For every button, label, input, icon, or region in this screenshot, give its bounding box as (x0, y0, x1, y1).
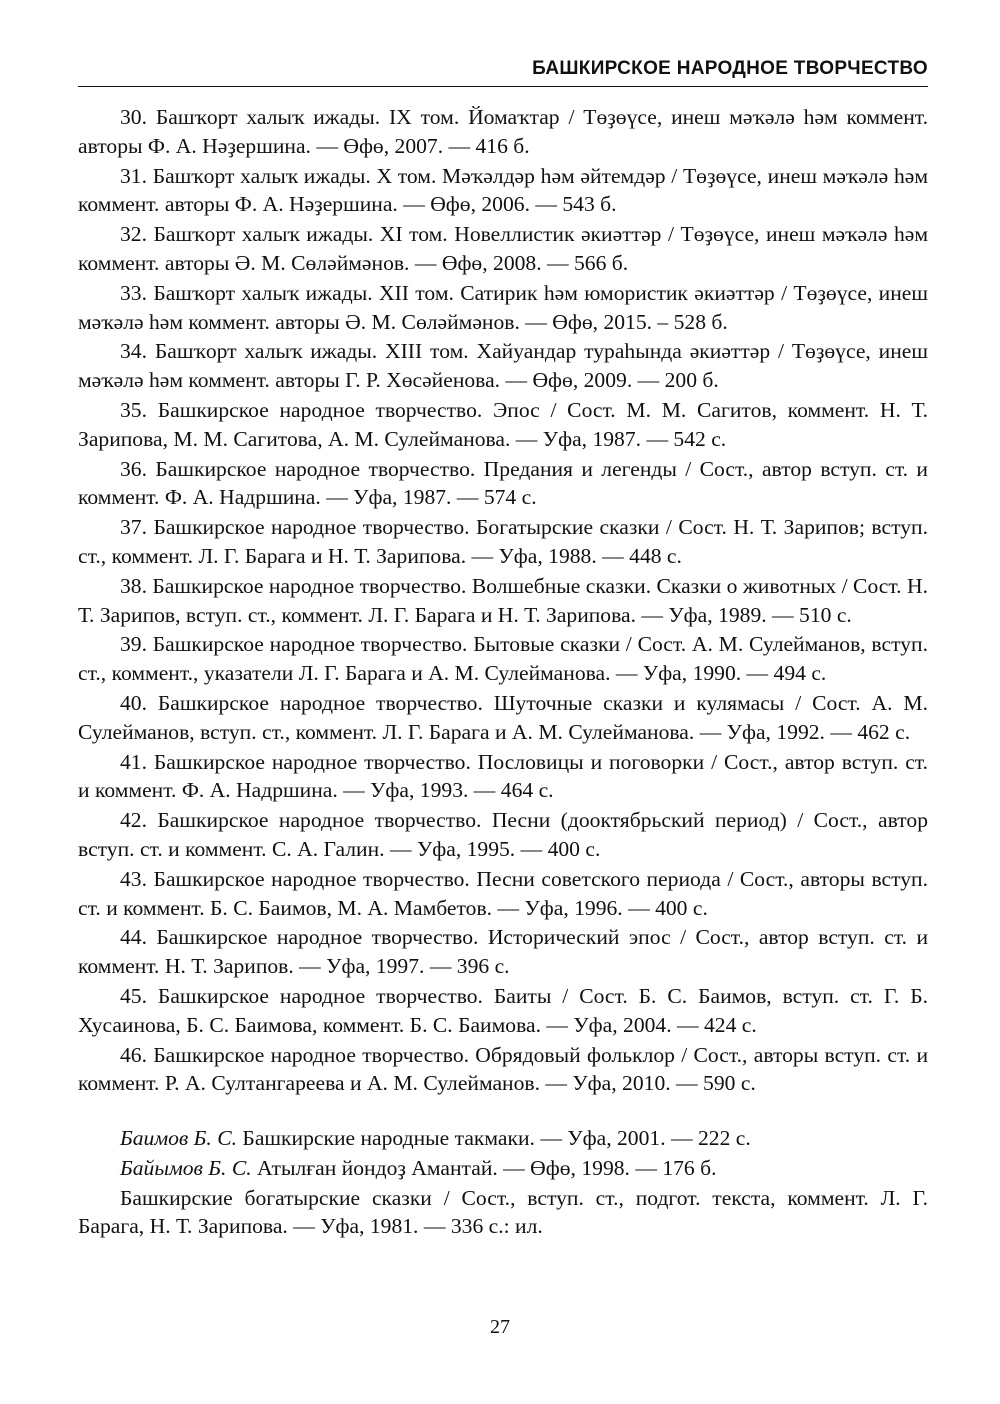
bibliography-entry-38: 38. Башкирское народное творчество. Волшебные сказки. Сказки о животных / Сост. Н. Т. Зарипов, вступ. ст., коммент. Л. Г. Барага и Н. Т. Зарипова. — Уфа, 1989. — 510 с. (78, 573, 928, 627)
author-entry-text: Башкирские народные такмаки. — Уфа, 2001. — 222 с. (237, 1126, 751, 1151)
bibliography-list (78, 103, 928, 1241)
bibliography-entry-42: 42. Башкирское народное творчество. Песни (дооктябрьский период) / Сост., автор вступ. ст. и коммент. С. А. Галин. — Уфа, 1995. — 400 с. (78, 808, 928, 861)
bibliography-entry-46: 46. Башкирское народное творчество. Обрядовый фольклор / Сост., авторы вступ. ст. и коммент. Р. А. Султангареева и А. М. Сулейманов. — Уфа, 2010. — 590 с. (78, 1042, 928, 1096)
bibliography-entry-37: 37. Башкирское народное творчество. Богатырские сказки / Сост. Н. Т. Зарипов; вступ. ст., коммент. Л. Г. Барага и Н. Т. Зарипова. — Уфа, 1988. — 448 с. (78, 515, 928, 568)
bibliography-entry-40: 40. Башкирское народное творчество. Шуточные сказки и кулямасы / Сост. А. М. Сулейманов, вступ. ст., коммент. Л. Г. Барага и А. М. Сулейманова. — Уфа, 1992. — 462 с. (78, 690, 928, 744)
author-name: Байымов Б. С. (120, 1155, 252, 1180)
bibliography-entry-36: 36. Башкирское народное творчество. Предания и легенды / Сост., автор вступ. ст. и коммент. Ф. А. Надршина. — Уфа, 1987. — 574 с. (78, 456, 928, 510)
bibliography-entry-32: 32. Башҡорт халыҡ ижады. XI том. Новеллистик әкиәттәр / Төҙөүсе, инеш мәҡәлә һәм коммент. авторы Ә. М. Сөләймәнов. — Өфө, 2008. — 566 б. (78, 222, 928, 275)
bibliography-entry-44: 44. Башкирское народное творчество. Исторический эпос / Сост., автор вступ. ст. и коммент. Н. Т. Зарипов. — Уфа, 1997. — 396 с. (78, 925, 928, 979)
author-name: Баимов Б. С. (120, 1126, 238, 1151)
bibliography-entry-45: 45. Башкирское народное творчество. Баиты / Сост. Б. С. Баимов, вступ. ст. Г. Б. Хусаинова, Б. С. Баимова, коммент. Б. С. Баимова. — Уфа, 2004. — 424 с. (78, 983, 928, 1037)
title-entry-bogatyrskie-skazki (78, 1184, 928, 1242)
bibliography-entry-39: 39. Башкирское народное творчество. Бытовые сказки / Сост. А. М. Сулейманов, вступ. ст., коммент., указатели Л. Г. Барага и А. М. Сулейманова. — Уфа, 1990. — 494 с. (78, 632, 928, 686)
bibliography-entry-35: 35. Башкирское народное творчество. Эпос / Сост. М. М. Сагитов, коммент. Н. Т. Зарипова, М. М. Сагитова, А. М. Сулейманова. — Уфа, 1987. — 542 с. (78, 397, 928, 451)
page-number: 27 (490, 1316, 510, 1338)
bibliography-entry-43: 43. Башкирское народное творчество. Песни советского периода / Сост., авторы вступ. ст. и коммент. Б. С. Баимов, М. А. Мамбетов. — Уфа, 1996. — 400 с. (78, 866, 928, 920)
author-entry-baimov (78, 1124, 928, 1153)
bibliography-entry-34: 34. Башҡорт халыҡ ижады. XIII том. Хайуандар тураһында әкиәттәр / Төҙөүсе, инеш мәҡәлә һәм коммент. авторы Г. Р. Хөсәйенова. — Өфө, 2009. — 200 б. (78, 339, 928, 393)
document-page (78, 58, 928, 1241)
running-header: БАШКИРСКОЕ НАРОДНОЕ ТВОРЧЕСТВО (78, 58, 928, 87)
author-entry-bayymov (78, 1154, 928, 1183)
bibliography-entry-30: 30. Башҡорт халыҡ ижады. IX том. Йомаҡтар / Төҙөүсе, инеш мәҡәлә һәм коммент. авторы Ф. А. Нәҙершина. — Өфө, 2007. — 416 б. (78, 105, 928, 158)
section-gap (78, 1098, 928, 1124)
bibliography-entry-33: 33. Башҡорт халыҡ ижады. XII том. Сатирик һәм юмористик әкиәттәр / Төҙөүсе, инеш мәҡәлә һәм коммент. авторы Ә. М. Сөләймәнов. — Өфө, 2015. – 528 б. (78, 280, 928, 334)
title-entry-text: Башкирские богатырские сказки / Сост., вступ. ст., подгот. текста, коммент. Л. Г. Барага, Н. Т. Зарипова. — Уфа, 1981. — 336 с.: ил. (78, 1185, 928, 1239)
bibliography-entry-41: 41. Башкирское народное творчество. Пословицы и поговорки / Сост., автор вступ. ст. и коммент. Ф. А. Надршина. — Уфа, 1993. — 464 с. (78, 749, 928, 803)
author-entry-text: Атылған йондоҙ Амантай. — Өфө, 1998. — 176 б. (251, 1155, 717, 1180)
bibliography-entry-31: 31. Башҡорт халыҡ ижады. X том. Мәҡәлдәр һәм әйтемдәр / Төҙөүсе, инеш мәҡәлә һәм коммент. авторы Ф. А. Нәҙершина. — Өфө, 2006. — 543 б. (78, 163, 928, 217)
